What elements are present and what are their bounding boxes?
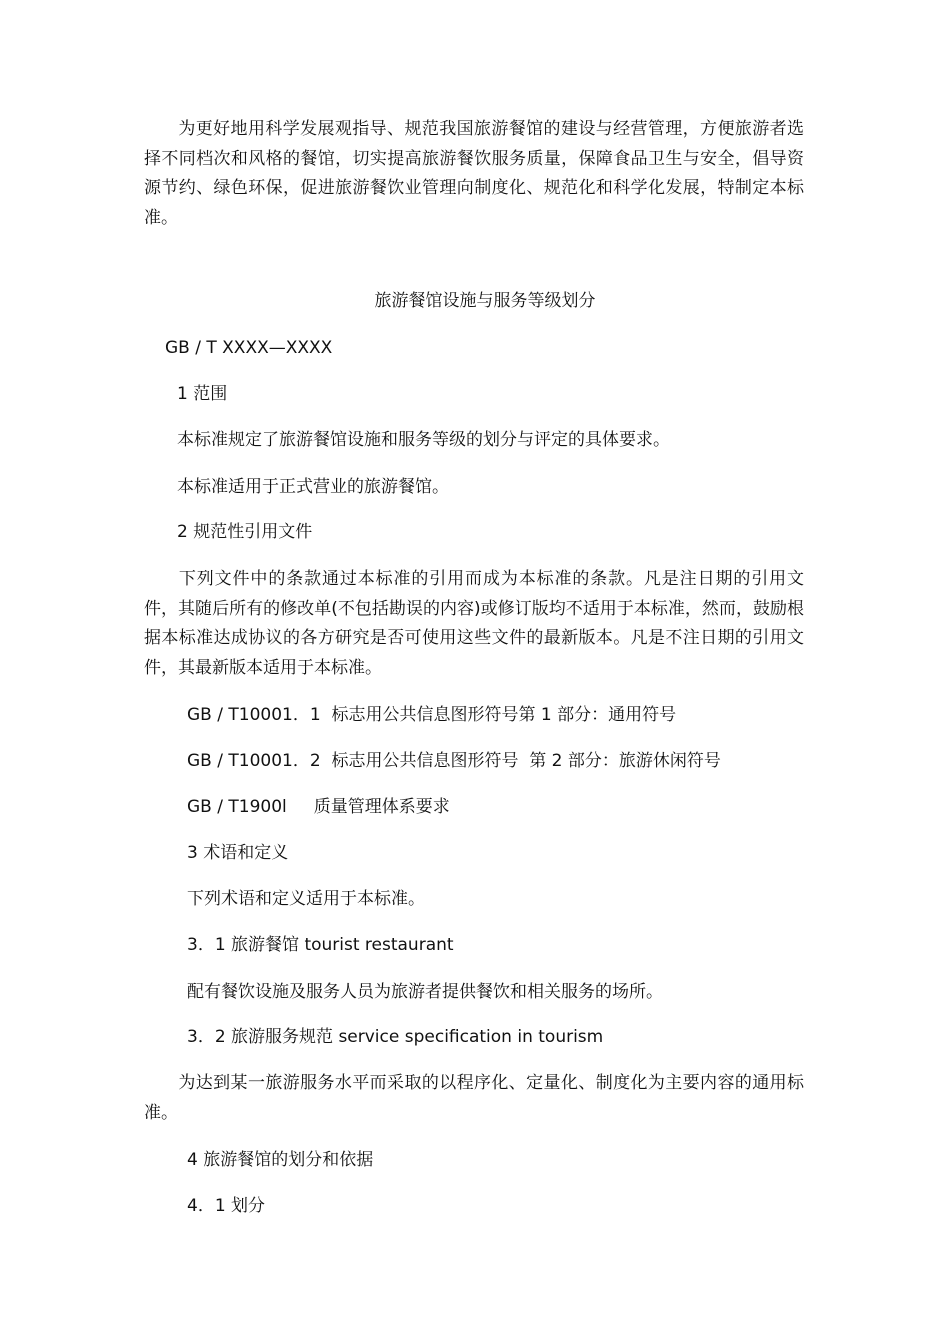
- section-2-heading: 2 规范性引用文件: [177, 522, 313, 542]
- intro-paragraph: [144, 115, 804, 233]
- reference-item: GB / T1900l 质量管理体系要求: [187, 797, 450, 817]
- section-2-paragraph: [144, 565, 804, 683]
- subsection-4-1-heading: 4．1 划分: [187, 1196, 266, 1216]
- section-3-paragraph: 下列术语和定义适用于本标准。: [187, 889, 425, 909]
- section-3-heading: 3 术语和定义: [187, 843, 289, 863]
- reference-item: GB / T10001．1 标志用公共信息图形符号第 1 部分：通用符号: [187, 705, 677, 725]
- definition-3-1: 配有餐饮设施及服务人员为旅游者提供餐饮和相关服务的场所。: [187, 982, 663, 1002]
- intro-text: 为更好地用科学发展观指导、规范我国旅游餐馆的建设与经营管理，方便旅游者选择不同档次和风格的餐馆，切实提高旅游餐饮服务质量，保障食品卫生与安全，倡导资源节约、绿色环保，促进旅游餐饮业管理向制度化、规范化和科学化发展，特制定本标准。: [144, 119, 804, 228]
- document-title: 旅游餐馆设施与服务等级划分: [374, 291, 596, 311]
- section-1-paragraph-1: 本标准规定了旅游餐馆设施和服务等级的划分与评定的具体要求。: [177, 430, 670, 450]
- section-1-heading: 1 范围: [177, 384, 228, 404]
- section-1-paragraph-2: 本标准适用于正式营业的旅游餐馆。: [177, 477, 449, 497]
- section-2-paragraph-text: 下列文件中的条款通过本标准的引用而成为本标准的条款。凡是注日期的引用文件，其随后所有的修改单(不包括勘误的内容)或修订版均不适用于本标准，然而，鼓励根据本标准达成协议的各方研究是否可使用这些文件的最新版本。凡是不注日期的引用文件，其最新版本适用于本标准。: [144, 569, 804, 678]
- reference-item: GB / T10001．2 标志用公共信息图形符号 第 2 部分：旅游休闲符号: [187, 751, 721, 771]
- section-4-heading: 4 旅游餐馆的划分和依据: [187, 1150, 374, 1170]
- term-3-2: 3．2 旅游服务规范 service specification in tourism: [187, 1027, 604, 1047]
- standard-code: GB / T XXXX—XXXX: [165, 338, 333, 358]
- term-3-1: 3．1 旅游餐馆 tourist restaurant: [187, 935, 454, 955]
- definition-3-2-text: 为达到某一旅游服务水平而采取的以程序化、定量化、制度化为主要内容的通用标准。: [144, 1073, 804, 1123]
- definition-3-2: [144, 1069, 804, 1128]
